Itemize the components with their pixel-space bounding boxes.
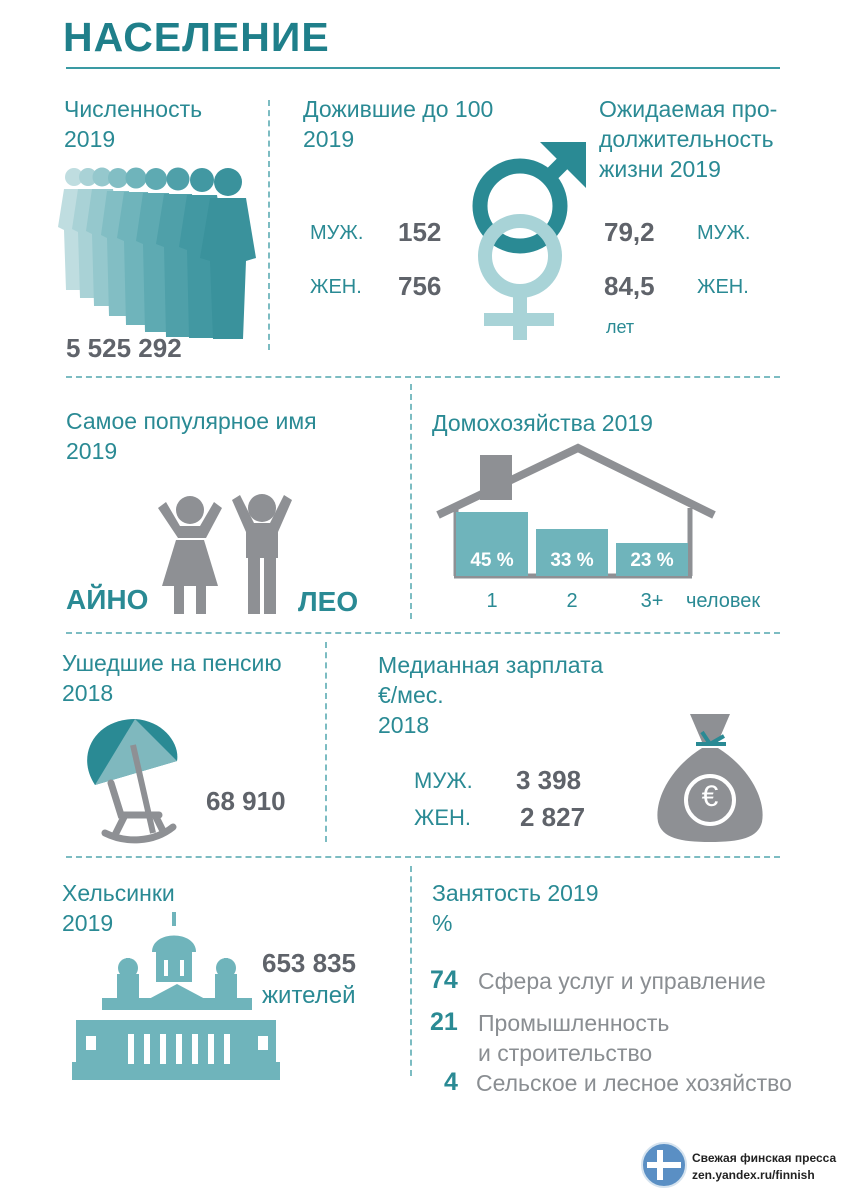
population-section	[64, 94, 202, 154]
employment-unit: %	[432, 910, 453, 936]
life-expectancy-label-2: должительность	[599, 126, 774, 152]
employment-row-value: 74	[430, 966, 458, 994]
title-underline	[66, 67, 780, 69]
helsinki-cathedral-icon	[72, 912, 282, 1082]
employment-row-text: Сельское и лесное хозяйство	[476, 1070, 792, 1096]
employment-row-value: 4	[444, 1068, 458, 1096]
page-title: НАСЕЛЕНИЕ	[63, 14, 330, 60]
employment-row-value: 21	[430, 1008, 458, 1036]
divider-v1	[268, 100, 270, 350]
employment-row-text: Сфера услуг и управление	[478, 968, 766, 994]
life-expectancy-label-3: жизни 2019	[599, 156, 721, 182]
household-bar-label: 45 %	[470, 550, 514, 571]
household-category-label: 3+	[640, 590, 664, 612]
money-bag-icon	[650, 710, 770, 845]
popular-name-label: Самое популярное имя	[66, 408, 317, 434]
divider-h1	[66, 376, 780, 378]
life-expectancy-male-value: 79,2	[604, 217, 655, 247]
salary-female-label: ЖЕН.	[414, 805, 471, 830]
population-label: Численность	[64, 96, 203, 122]
popular-name-year: 2019	[66, 438, 118, 464]
divider-h3	[66, 856, 780, 858]
popular-girl-name: АЙНО	[66, 584, 149, 615]
pension-section	[62, 648, 282, 708]
centenarians-label: Дожившие до 100	[303, 96, 494, 122]
people-crowd-icon	[60, 165, 260, 340]
salary-female-value: 2 827	[520, 802, 586, 832]
life-expectancy-female-label: ЖЕН.	[697, 276, 749, 298]
helsinki-label: Хельсинки	[62, 880, 175, 906]
helsinki-unit: жителей	[262, 982, 356, 1009]
pension-value: 68 910	[206, 786, 286, 816]
employment-row-text-line1: Промышленность	[478, 1010, 670, 1036]
household-category-label: 2	[566, 590, 578, 612]
euro-symbol: €	[701, 780, 719, 813]
centenarians-female-label: ЖЕН.	[310, 276, 362, 298]
employment-section	[432, 878, 598, 938]
helsinki-year: 2019	[62, 910, 114, 936]
popular-name-section	[66, 406, 317, 466]
household-bar-label: 23 %	[630, 550, 674, 571]
footer-line1: Свежая финская пресса	[692, 1151, 837, 1165]
household-category-label: 1	[486, 590, 498, 612]
life-expectancy-label-1: Ожидаемая про-	[599, 96, 778, 122]
employment-row-text-line2: и строительство	[478, 1040, 653, 1066]
divider-h2	[66, 632, 780, 634]
salary-label-2: €/мес.	[378, 682, 444, 708]
life-expectancy-section	[599, 94, 777, 184]
popular-boy-name: ЛЕО	[298, 586, 359, 617]
centenarians-male-value: 152	[398, 217, 442, 247]
centenarians-female-value: 756	[398, 271, 442, 301]
life-expectancy-unit: лет	[606, 317, 635, 337]
salary-section	[378, 650, 603, 740]
centenarians-section	[303, 94, 493, 154]
population-value: 5 525 292	[66, 333, 182, 363]
population-year: 2019	[64, 126, 116, 152]
household-bar-label: 33 %	[550, 550, 594, 571]
households-chart	[456, 500, 696, 612]
salary-label-3: 2018	[378, 712, 430, 738]
centenarians-male-label: МУЖ.	[310, 222, 364, 244]
divider-v2	[410, 384, 412, 619]
salary-male-value: 3 398	[516, 765, 582, 795]
pension-year: 2018	[62, 680, 114, 706]
life-expectancy-female-value: 84,5	[604, 271, 655, 301]
centenarians-year: 2019	[303, 126, 355, 152]
pension-label: Ушедшие на пенсию	[62, 650, 282, 676]
gender-symbols-icon	[468, 140, 598, 345]
footer-line2: zen.yandex.ru/finnish	[692, 1168, 815, 1182]
life-expectancy-male-label: МУЖ.	[697, 222, 751, 244]
households-unit-label: человек	[686, 590, 761, 612]
salary-male-label: МУЖ.	[414, 768, 473, 793]
footer-text	[692, 1150, 836, 1184]
employment-row-text	[478, 1008, 669, 1068]
employment-label: Занятость 2019	[432, 880, 599, 906]
finnish-press-logo	[641, 1142, 687, 1188]
beach-chair-umbrella-icon	[75, 715, 185, 845]
households-label: Домохозяйства 2019	[432, 410, 653, 436]
divider-v4	[410, 866, 412, 1076]
helsinki-value: 653 835	[262, 948, 356, 978]
salary-label-1: Медианная зарплата	[378, 652, 604, 678]
children-icon	[150, 490, 300, 615]
divider-v3	[325, 642, 327, 842]
